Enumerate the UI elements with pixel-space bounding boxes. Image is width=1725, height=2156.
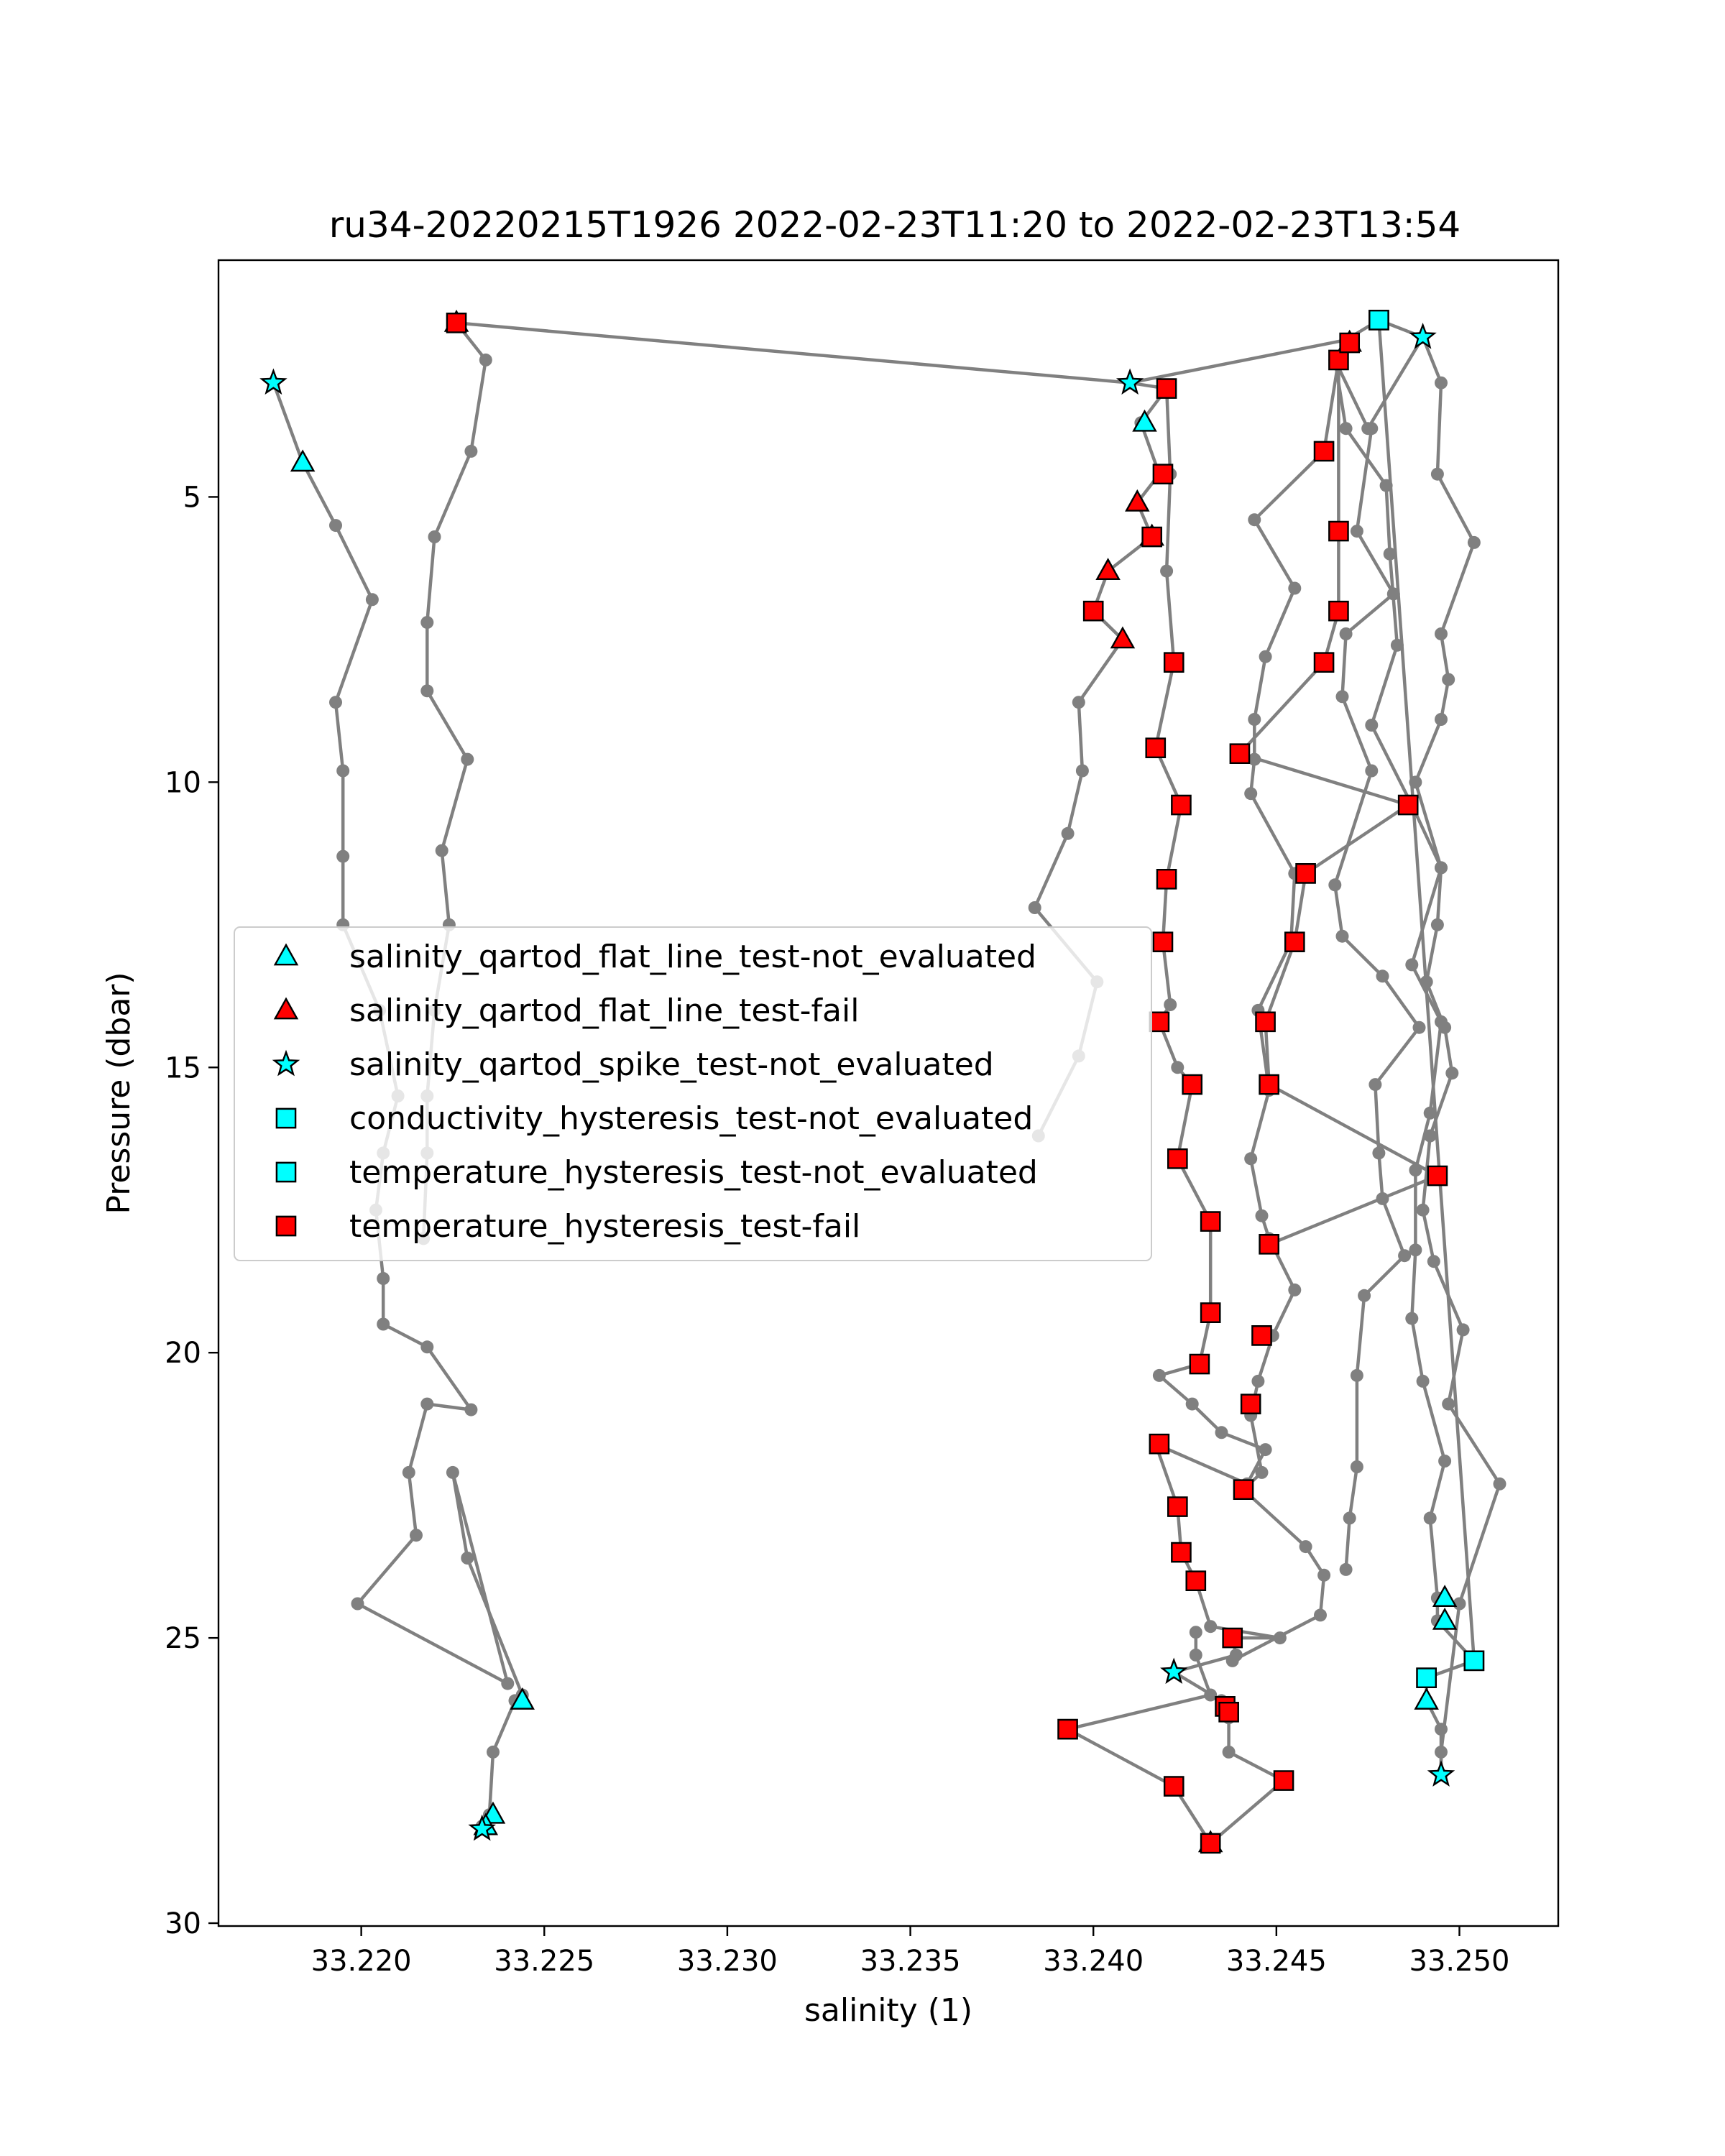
profile-point — [1160, 565, 1173, 578]
flag-marker-square-6 — [1315, 653, 1333, 672]
y-tick-label: 30 — [165, 1907, 201, 1941]
profile-point — [420, 1340, 433, 1353]
profile-point — [1190, 1649, 1202, 1662]
profile-point — [1376, 969, 1389, 982]
profile-point — [377, 1318, 390, 1331]
profile-point — [1288, 1284, 1301, 1296]
profile-point — [1494, 1478, 1506, 1491]
legend-label: conductivity_hysteresis_test-not_evaluated — [349, 1100, 1034, 1137]
flag-marker-square-6 — [1285, 933, 1304, 952]
y-tick-label: 5 — [183, 481, 201, 515]
profile-point — [428, 530, 441, 543]
profile-point — [1029, 901, 1041, 914]
profile-point — [1328, 878, 1341, 891]
profile-point — [1251, 1375, 1264, 1388]
profile-point — [1435, 861, 1448, 874]
profile-point — [1372, 1146, 1385, 1159]
flag-marker-square-6 — [1223, 1628, 1242, 1647]
profile-point — [1387, 587, 1400, 600]
legend — [234, 927, 1151, 1261]
flag-marker-square-6 — [1168, 1149, 1187, 1168]
flag-marker-square-6 — [1190, 1355, 1209, 1373]
flag-marker-square-6 — [1252, 1326, 1271, 1345]
y-tick-label: 15 — [165, 1051, 201, 1085]
profile-point — [464, 445, 477, 458]
flag-marker-star-3 — [262, 371, 285, 392]
legend-marker-square — [277, 1163, 295, 1181]
flag-marker-square-6 — [1187, 1572, 1205, 1590]
profile-point — [1417, 1375, 1430, 1388]
profile-point — [1368, 1078, 1381, 1091]
profile-point — [1351, 1460, 1363, 1473]
legend-label: temperature_hysteresis_test-not_evaluated — [349, 1154, 1038, 1191]
profile-point — [1405, 1312, 1418, 1325]
flag-marker-square-6 — [1296, 864, 1315, 883]
profile-point — [329, 696, 342, 709]
profile-point — [1259, 650, 1272, 663]
profile-point — [1186, 1398, 1199, 1411]
profile-point — [1435, 377, 1448, 390]
profile-point — [1259, 1443, 1272, 1456]
profile-point — [1438, 1021, 1451, 1034]
profile-point — [1300, 1540, 1312, 1553]
profile-point — [446, 1466, 459, 1479]
flag-marker-square-6 — [1168, 1497, 1187, 1516]
profile-point — [402, 1466, 415, 1479]
profile-point — [1424, 1511, 1437, 1524]
profile-point — [1409, 1243, 1422, 1256]
profile-point — [1435, 713, 1448, 726]
flag-marker-square-6 — [1183, 1075, 1202, 1094]
profile-point — [1351, 1369, 1363, 1382]
flag-marker-square-6 — [1274, 1771, 1293, 1789]
profile-point — [420, 1398, 433, 1411]
profile-point — [1376, 1192, 1389, 1205]
flag-marker-triangle-1 — [292, 451, 313, 471]
flag-marker-star-3 — [1412, 325, 1435, 346]
profile-point — [1431, 918, 1444, 931]
profile-point — [1442, 1398, 1455, 1411]
profile-point — [479, 354, 492, 367]
flag-marker-square-6 — [1220, 1703, 1238, 1721]
profile-point — [1431, 468, 1444, 481]
flag-marker-star-3 — [1118, 371, 1141, 392]
profile-point — [1340, 422, 1353, 435]
x-tick-label: 33.220 — [310, 1945, 412, 1978]
profile-point — [1398, 1249, 1411, 1262]
flag-marker-square-6 — [1399, 796, 1417, 814]
x-tick-label: 33.240 — [1043, 1945, 1144, 1978]
flag-marker-square-6 — [1241, 1395, 1260, 1414]
profile-point — [1468, 536, 1481, 549]
flag-marker-square-6 — [1164, 1777, 1183, 1795]
flag-marker-square-6 — [1329, 522, 1348, 540]
flag-marker-square-6 — [1230, 745, 1249, 763]
flag-marker-square-6 — [447, 313, 466, 332]
flag-marker-square-6 — [1234, 1480, 1253, 1499]
flag-marker-square-6 — [1157, 379, 1176, 397]
flag-marker-square-5 — [1369, 310, 1388, 329]
profile-point — [461, 753, 474, 766]
flag-marker-square-6 — [1143, 528, 1162, 546]
x-tick-label: 33.245 — [1225, 1945, 1327, 1978]
profile-point — [1190, 1626, 1202, 1639]
flag-marker-square-6 — [1428, 1166, 1447, 1185]
profile-point — [1340, 627, 1353, 640]
profile-point — [1457, 1323, 1470, 1336]
profile-point — [1244, 1152, 1257, 1165]
profile-point — [1164, 998, 1177, 1011]
profile-point — [1424, 1130, 1437, 1143]
flag-marker-triangle-2 — [1097, 560, 1118, 579]
profile-point — [1405, 958, 1418, 971]
profile-point — [1256, 1466, 1269, 1479]
profile-point — [1336, 690, 1349, 703]
profile-point — [1365, 719, 1378, 732]
profile-point — [1435, 627, 1448, 640]
legend-marker-square — [277, 1217, 295, 1235]
flag-marker-square-6 — [1340, 333, 1359, 352]
profile-point — [336, 850, 349, 863]
flag-marker-square-6 — [1154, 465, 1172, 484]
x-axis-label: salinity (1) — [804, 1992, 973, 2029]
profile-line-7 — [1415, 337, 1499, 1774]
legend-label: salinity_qartod_flat_line_test-fail — [349, 992, 860, 1029]
profile-point — [1226, 1654, 1239, 1667]
flag-marker-square-6 — [1329, 351, 1348, 369]
flag-marker-square-6 — [1154, 933, 1172, 952]
flag-marker-square-6 — [1150, 1013, 1169, 1031]
profile-point — [501, 1677, 514, 1690]
profile-point — [366, 593, 379, 606]
profile-point — [1445, 1067, 1458, 1079]
profile-point — [1343, 1511, 1356, 1524]
chart-title: ru34-20220215T1926 2022-02-23T11:20 to 2022-02-23T13:54 — [328, 204, 1461, 246]
y-tick-label: 25 — [165, 1622, 201, 1656]
profile-point — [1420, 975, 1433, 988]
flag-marker-square-6 — [1150, 1434, 1169, 1453]
profile-point — [1340, 1563, 1353, 1576]
y-tick-label: 10 — [165, 766, 201, 800]
profile-point — [410, 1529, 423, 1542]
profile-point — [351, 1598, 364, 1611]
flag-marker-square-6 — [1201, 1304, 1220, 1322]
profile-point — [464, 1404, 477, 1416]
profile-point — [420, 616, 433, 629]
profile-point — [1248, 513, 1261, 526]
flag-marker-square-6 — [1315, 442, 1333, 461]
profile-point — [1413, 1021, 1426, 1034]
profile-point — [1317, 1569, 1330, 1582]
y-axis-ticks — [165, 481, 218, 1940]
legend-label: salinity_qartod_spike_test-not_evaluated — [349, 1046, 994, 1083]
profile-point — [1365, 765, 1378, 778]
flag-marker-square-6 — [1164, 653, 1183, 672]
profile-point — [1351, 525, 1363, 538]
legend-label: temperature_hysteresis_test-fail — [349, 1208, 861, 1245]
profile-point — [1062, 827, 1075, 840]
profile-point — [1204, 1620, 1217, 1633]
profile-point — [1365, 422, 1378, 435]
profile-point — [1442, 673, 1455, 686]
profile-point — [329, 519, 342, 532]
flag-marker-square-6 — [1172, 796, 1190, 814]
profile-point — [1427, 1255, 1440, 1268]
flag-marker-square-5 — [1465, 1651, 1484, 1670]
flag-marker-square-6 — [1084, 602, 1103, 620]
profile-point — [1076, 765, 1089, 778]
profile-point — [1358, 1289, 1371, 1302]
flag-marker-square-5 — [1417, 1669, 1436, 1687]
profile-point — [1417, 1204, 1430, 1217]
profile-point — [1223, 1746, 1236, 1759]
y-tick-label: 20 — [165, 1337, 201, 1370]
flag-marker-square-6 — [1201, 1212, 1220, 1230]
profile-point — [1409, 775, 1422, 788]
profile-point — [1215, 1426, 1228, 1439]
profile-point — [1438, 1455, 1451, 1468]
flag-marker-square-6 — [1256, 1013, 1274, 1031]
x-axis-ticks — [311, 1926, 1510, 1978]
x-tick-label: 33.250 — [1409, 1945, 1510, 1978]
profile-point — [1248, 713, 1261, 726]
legend-marker-square — [277, 1109, 295, 1128]
flag-marker-square-6 — [1201, 1834, 1220, 1853]
profile-point — [461, 1552, 474, 1565]
flag-marker-square-6 — [1260, 1235, 1279, 1253]
flag-marker-star-3 — [1430, 1763, 1453, 1784]
y-axis-label: Pressure (dbar) — [101, 972, 137, 1215]
profile-line-6 — [1379, 320, 1473, 1677]
flag-marker-square-6 — [1058, 1720, 1077, 1738]
profile-point — [487, 1746, 500, 1759]
legend-label: salinity_qartod_flat_line_test-not_evaluated — [349, 939, 1036, 975]
flag-marker-square-6 — [1172, 1543, 1190, 1562]
profile-point — [1256, 1210, 1269, 1222]
x-tick-label: 33.235 — [860, 1945, 961, 1978]
profile-point — [377, 1272, 390, 1285]
profile-point — [1288, 582, 1301, 595]
x-tick-label: 33.230 — [676, 1945, 778, 1978]
profile-point — [1314, 1608, 1327, 1621]
profile-point — [1171, 1061, 1184, 1074]
profile-point — [1153, 1369, 1166, 1382]
profile-point — [1435, 1746, 1448, 1759]
flag-marker-square-6 — [1146, 739, 1165, 757]
profile-point — [1336, 930, 1349, 943]
profile-line-10 — [1335, 428, 1419, 1570]
flag-marker-triangle-1 — [1415, 1689, 1437, 1708]
flag-marker-square-6 — [1329, 602, 1348, 620]
flag-marker-square-6 — [1260, 1075, 1279, 1094]
profile-point — [336, 765, 349, 778]
profile-line-8 — [1233, 360, 1339, 1661]
profile-point — [436, 844, 448, 857]
flag-marker-square-6 — [1157, 870, 1176, 888]
profile-point — [420, 684, 433, 697]
profile-point — [1072, 696, 1085, 709]
x-tick-label: 33.225 — [494, 1945, 595, 1978]
profile-point — [1244, 787, 1257, 800]
